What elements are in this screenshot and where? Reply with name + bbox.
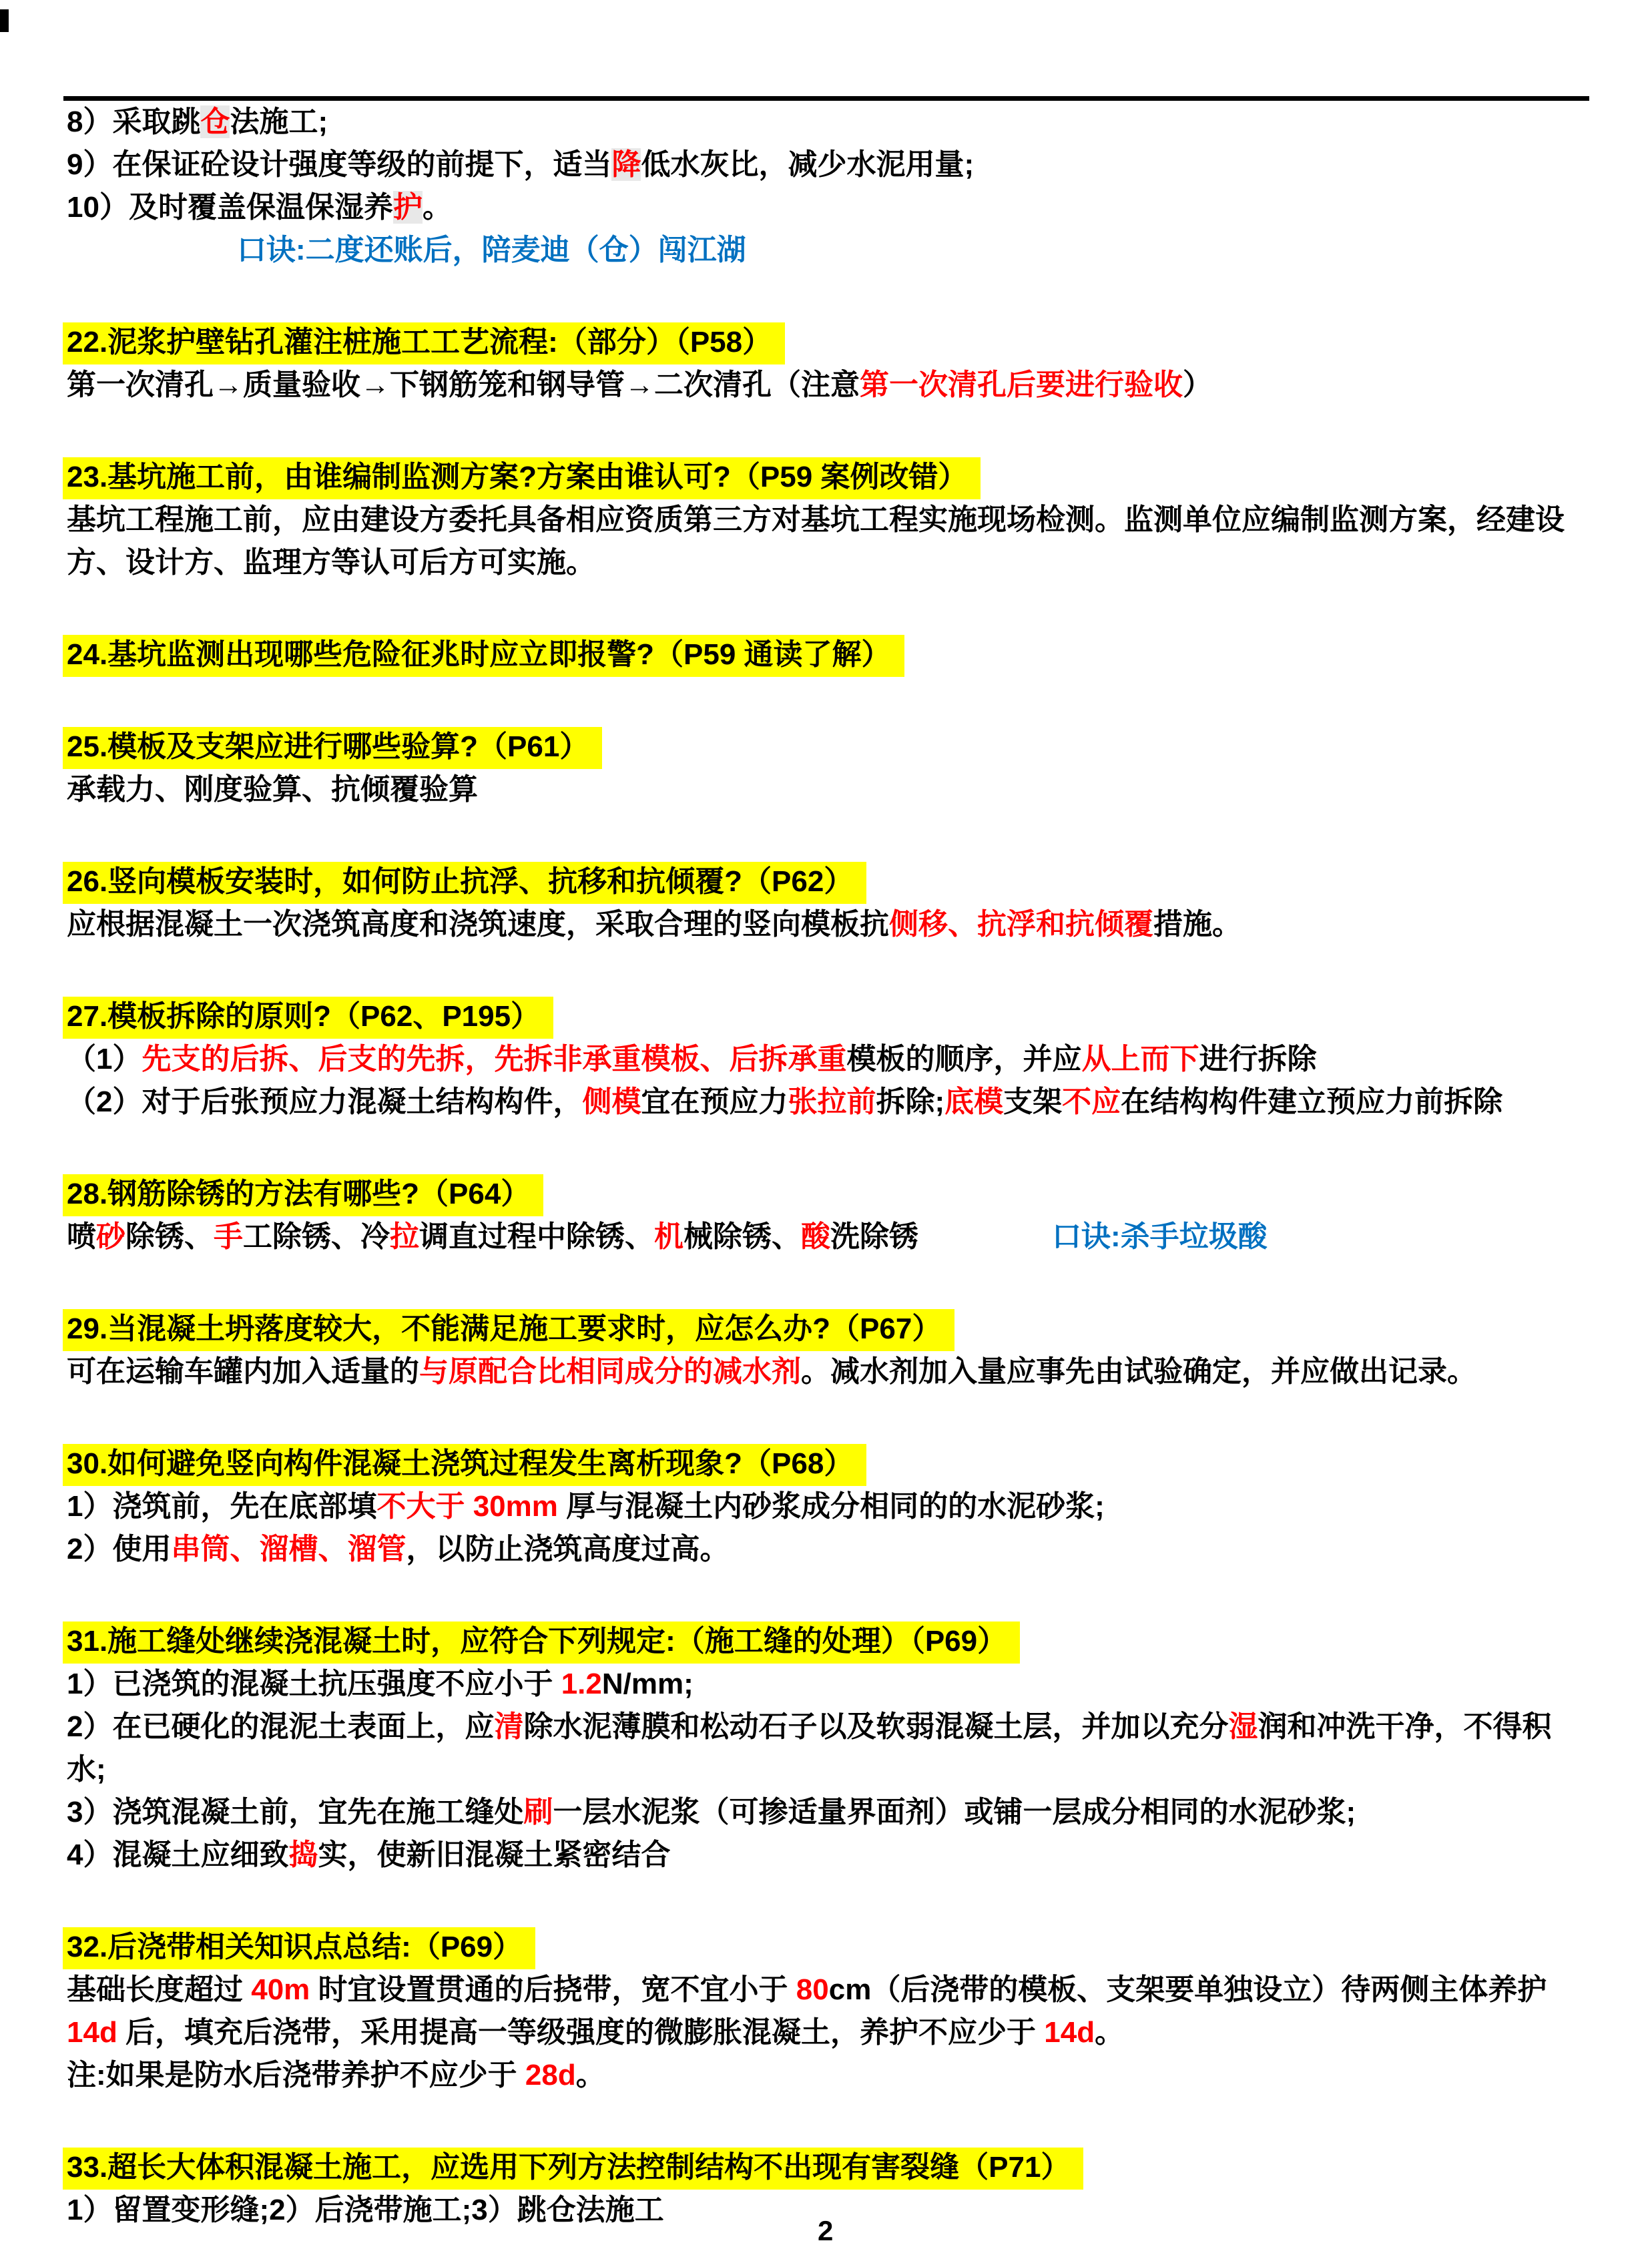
text-run: 1）已浇筑的混凝土抗压强度不应小于 — [67, 1668, 561, 1700]
q24-heading — [67, 634, 1589, 676]
text-run: 除水泥薄膜和松动石子以及软弱混凝土层，并加以充分 — [523, 1710, 1229, 1743]
q27-answer-2 — [67, 1081, 1589, 1124]
text-run: 从上而下 — [1081, 1043, 1199, 1075]
text-run: 口诀:二度还账后，陪麦迪（仓）闯江湖 — [237, 234, 746, 266]
highlight-bar — [63, 862, 866, 904]
text-run: 。 — [422, 191, 452, 224]
q26-heading — [67, 860, 1589, 903]
text-run: 洗除锈 — [830, 1220, 918, 1253]
text-run: 25.模板及支架应进行哪些验算?（P61） — [67, 730, 589, 763]
text-run: 侧移、抗浮和抗倾覆 — [889, 908, 1153, 941]
q30-answer-1 — [67, 1485, 1589, 1528]
text-run: 实，使新旧混凝土紧密结合 — [318, 1838, 671, 1871]
text-run: cm（后浇带的模板、支架要单独设立）待两侧主体养护 — [828, 1973, 1547, 2006]
text-run: 4）混凝土应细致 — [67, 1838, 289, 1871]
q32-heading — [67, 1926, 1589, 1969]
text-run: 酸 — [801, 1220, 830, 1253]
text-run: 清 — [494, 1710, 524, 1743]
text-run: 29.当混凝土坍落度较大，不能满足施工要求时，应怎么办?（P67） — [67, 1312, 942, 1345]
q31-answer-2 — [67, 1706, 1589, 1791]
text-run: 拉 — [390, 1220, 419, 1253]
text-run: 口诀:杀手垃圾酸 — [1052, 1220, 1268, 1253]
text-run: ） — [1183, 368, 1212, 401]
text-run: 捣 — [288, 1838, 318, 1871]
text-run: 1.2 — [561, 1668, 602, 1700]
highlight-bar — [63, 1309, 954, 1351]
text-run: 不大于 30mm — [376, 1490, 558, 1523]
text-run: 与原配合比相同成分的减水剂 — [419, 1355, 801, 1388]
text-run: 3）浇筑混凝土前，宜先在施工缝处 — [67, 1796, 524, 1828]
highlight-bar — [63, 1174, 543, 1216]
q25-heading — [67, 726, 1589, 768]
text-run: （2）对于后张预应力混凝土结构构件， — [67, 1085, 583, 1118]
highlight-bar — [63, 635, 904, 677]
q31-answer-4 — [67, 1834, 1589, 1877]
q23-heading — [67, 456, 1589, 499]
q23-answer — [67, 499, 1589, 584]
text-run: 一层水泥浆（可掺适量界面剂）或铺一层成分相同的水泥砂浆; — [553, 1796, 1356, 1828]
q31-answer-1 — [67, 1663, 1589, 1706]
text-run: 33.超长大体积混凝土施工，应选用下列方法控制结构不出现有害裂缝（P71） — [67, 2151, 1071, 2184]
text-run: 护 — [392, 191, 423, 224]
q22-heading — [67, 321, 1589, 364]
text-run: 30.如何避免竖向构件混凝土浇筑过程发生离析现象?（P68） — [67, 1447, 854, 1480]
text-run: 刷 — [523, 1796, 553, 1828]
text-run: 注:如果是防水后浇带养护不应少于 — [67, 2059, 525, 2091]
text-run: 先支的后拆、后支的先拆，先拆非承重模板、后拆承重 — [142, 1043, 847, 1075]
q28-heading — [67, 1173, 1589, 1216]
text-run: 砂 — [96, 1220, 125, 1253]
text-run: 14d — [1044, 2016, 1095, 2049]
text-run: 1）浇筑前，先在底部填 — [67, 1490, 377, 1523]
q27-answer-1 — [67, 1038, 1589, 1081]
text-run: （1） — [67, 1043, 142, 1075]
point-9 — [67, 144, 1589, 186]
highlight-bar — [63, 322, 785, 364]
highlight-bar — [63, 997, 553, 1039]
text-run: 模板的顺序，并应 — [846, 1043, 1082, 1075]
q29-heading — [67, 1308, 1589, 1350]
q33-heading — [67, 2146, 1589, 2189]
text-run: 承载力、刚度验算、抗倾覆验算 — [67, 773, 478, 806]
text-run: 22.泥浆护壁钻孔灌注桩施工工艺流程:（部分）（P58） — [67, 326, 772, 358]
text-run: 。 — [575, 2059, 605, 2091]
q28-answer — [67, 1216, 1589, 1258]
text-run: ，以防止浇筑高度过高。 — [406, 1533, 730, 1565]
highlight-bar — [63, 1927, 535, 1969]
point-8 — [67, 101, 1589, 144]
text-run: 28.钢筋除锈的方法有哪些?（P64） — [67, 1178, 531, 1210]
text-run: 在结构构件建立预应力前拆除 — [1121, 1085, 1503, 1118]
text-run: 应根据混凝土一次浇筑高度和浇筑速度，采取合理的竖向模板抗 — [67, 908, 889, 941]
text-run: 23.基坑施工前，由谁编制监测方案?方案由谁认可?（P59 案例改错） — [67, 461, 968, 493]
text-run: 后，填充后浇带，采用提高一等级强度的微膨胀混凝土，养护不应少于 — [117, 2016, 1045, 2049]
text-run: 侧模 — [582, 1085, 641, 1118]
text-run: 宜在预应力 — [641, 1085, 788, 1118]
text-run: 24.基坑监测出现哪些危险征兆时应立即报警?（P59 通读了解） — [67, 638, 891, 671]
text-run: 28d — [525, 2059, 576, 2091]
text-run: 拆除; — [876, 1085, 945, 1118]
text-run: 40m — [251, 1973, 310, 2006]
text-run: 湿 — [1228, 1710, 1258, 1743]
highlight-bar — [63, 727, 602, 769]
text-run: 法施工; — [230, 105, 328, 138]
text-run: 2）使用 — [67, 1533, 172, 1565]
text-run: 80 — [796, 1973, 829, 2006]
q25-answer — [67, 768, 1589, 811]
mnemonic-curing — [237, 229, 1589, 272]
scan-artifact — [0, 9, 9, 32]
q26-answer — [67, 903, 1589, 946]
text-run: 串筒、溜槽、溜管 — [171, 1533, 406, 1565]
q30-answer-2 — [67, 1528, 1589, 1571]
text-run: 第一次清孔→质量验收→下钢筋笼和钢导管→二次清孔（注意 — [67, 368, 860, 401]
text-run: 仓 — [200, 105, 230, 138]
text-run: 械除锈、 — [683, 1220, 801, 1253]
q27-heading — [67, 995, 1589, 1038]
text-run: 10）及时覆盖保温保湿养 — [67, 191, 393, 224]
text-run: 9）在保证砼设计强度等级的前提下，适当 — [67, 148, 612, 181]
header-rule — [63, 96, 1589, 101]
text-run: 厚与混凝土内砂浆成分相同的的水泥砂浆; — [557, 1490, 1105, 1523]
point-10 — [67, 186, 1589, 229]
text-run: 措施。 — [1153, 908, 1242, 941]
text-run: 可在运输车罐内加入适量的 — [67, 1355, 419, 1388]
text-run: 降 — [611, 148, 641, 181]
text-run: 32.后浇带相关知识点总结:（P69） — [67, 1931, 523, 1963]
text-run: 底模 — [944, 1085, 1004, 1118]
text-run: 不应 — [1062, 1085, 1121, 1118]
page-number: 2 — [818, 2215, 834, 2246]
text-run: 2）在已硬化的混泥土表面上，应 — [67, 1710, 495, 1743]
text-run: 进行拆除 — [1199, 1043, 1317, 1075]
text-run: N/mm; — [601, 1668, 694, 1700]
text-run: 工除锈、冷 — [243, 1220, 390, 1253]
text-run: 31.施工缝处继续浇混凝土时，应符合下列规定:（施工缝的处理）（P69） — [67, 1625, 1007, 1658]
highlight-bar — [63, 1444, 866, 1486]
q31-heading — [67, 1620, 1589, 1663]
text-run: 润和冲洗干净，不得积水; — [67, 1710, 1552, 1786]
text-run: 第一次清孔后要进行验收 — [860, 368, 1183, 401]
document-body — [67, 101, 1589, 2232]
text-run: 8）采取跳 — [67, 105, 201, 138]
text-run: 1）留置变形缝;2）后浇带施工;3）跳仓法施工 — [67, 2194, 664, 2226]
text-run: 手 — [214, 1220, 243, 1253]
text-run: 张拉前 — [788, 1085, 876, 1118]
q31-answer-3 — [67, 1791, 1589, 1834]
text-run: 低水灰比，减少水泥用量; — [641, 148, 975, 181]
text-run: 27.模板拆除的原则?（P62、P195） — [67, 1000, 541, 1033]
q32-answer-1 — [67, 1969, 1589, 2054]
q30-heading — [67, 1443, 1589, 1485]
q29-answer — [67, 1350, 1589, 1393]
text-run: 。减水剂加入量应事先由试验确定，并应做出记录。 — [801, 1355, 1476, 1388]
text-run: 喷 — [67, 1220, 96, 1253]
text-run: 支架 — [1003, 1085, 1063, 1118]
highlight-bar — [63, 1621, 1020, 1664]
q32-answer-2 — [67, 2054, 1589, 2097]
text-run: 14d — [67, 2016, 117, 2049]
text-run: 。 — [1095, 2016, 1125, 2049]
text-run: 时宜设置贯通的后挠带，宽不宜小于 — [310, 1973, 796, 2006]
text-run: 基坑工程施工前，应由建设方委托具备相应资质第三方对基坑工程实施现场检测。监测单位应编制监测方案，经建设方、设计方、监理方等认可后方可实施。 — [67, 503, 1565, 579]
text-run: 基础长度超过 — [67, 1973, 252, 2006]
text-run: 机 — [654, 1220, 683, 1253]
text-run: 调直过程中除锈、 — [419, 1220, 654, 1253]
q22-answer — [67, 364, 1589, 407]
highlight-bar — [63, 2148, 1083, 2190]
highlight-bar — [63, 457, 981, 499]
text-run: 除锈、 — [125, 1220, 214, 1253]
text-run: 26.竖向模板安装时，如何防止抗浮、抗移和抗倾覆?（P62） — [67, 865, 854, 898]
